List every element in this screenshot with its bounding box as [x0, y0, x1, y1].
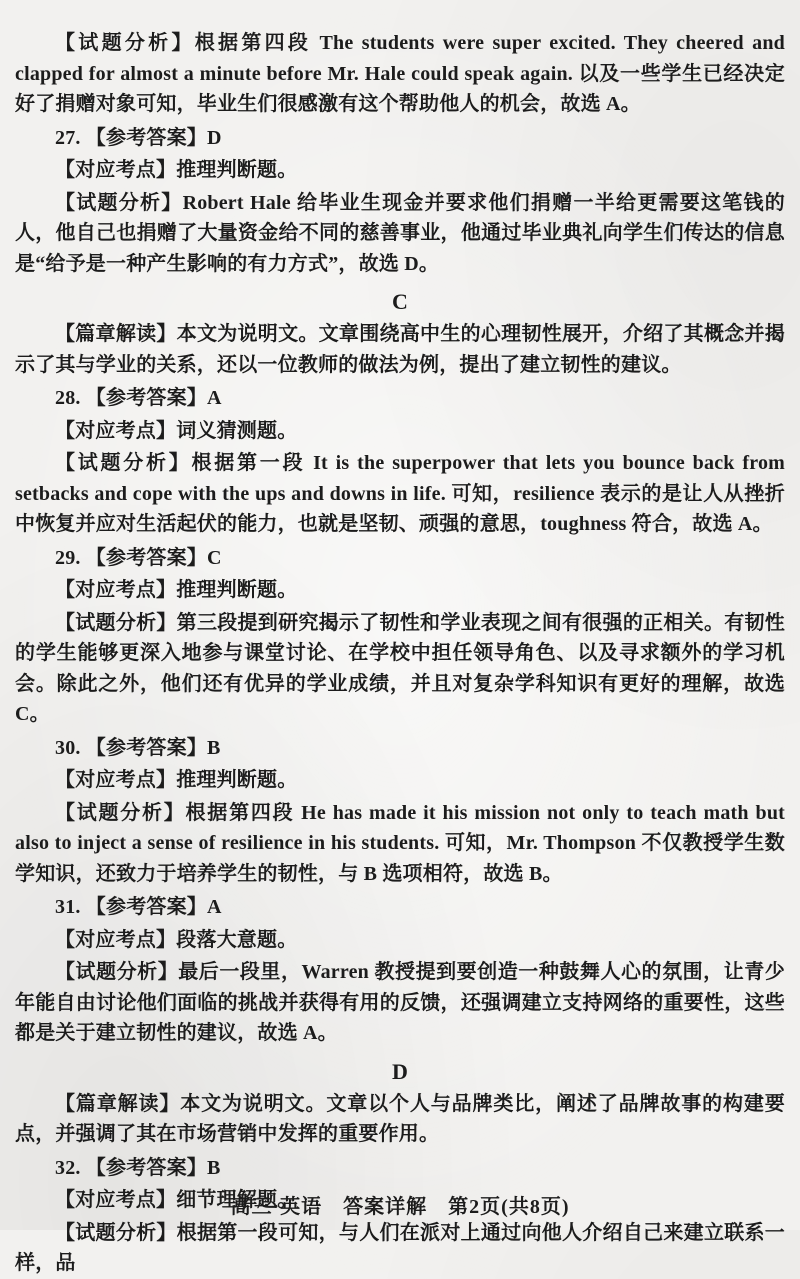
answer-line: 30. 【参考答案】B: [55, 736, 221, 759]
analysis-paragraph: 【试题分析】第三段提到研究揭示了韧性和学业表现之间有很强的正相关。有韧性的学生能够更深入地参与课堂讨论、在学校中担任领导角色、以及寻求额外的学习机会。除此之外，他们还有优异的学业成绩，并且对复杂学科知识有更好的理解，故选 C。: [15, 611, 785, 725]
analysis-paragraph: 【试题分析】Robert Hale 给毕业生现金并要求他们捐赠一半给更需要这笔钱的人，他自己也捐赠了大量资金给不同的慈善事业，他通过毕业典礼向学生们传达的信息是“给予是一种产生影响的有力方式”，故选 D。: [15, 191, 785, 275]
exam-point-line: 【对应考点】推理判断题。: [55, 159, 298, 181]
answer-line: 31. 【参考答案】A: [55, 896, 222, 918]
document-body: [15, 28, 785, 1279]
exam-point-line: 【对应考点】推理判断题。: [55, 579, 298, 601]
section-heading: D: [392, 1058, 408, 1084]
exam-point-line: 【对应考点】细节理解题。: [55, 1189, 298, 1211]
section-heading: C: [392, 289, 408, 314]
page-footer: 高三·英语 答案详解 第2页(共8页): [230, 1196, 570, 1218]
exam-point-line: 【对应考点】词义猜测题。: [55, 419, 298, 442]
answer-line: 29. 【参考答案】C: [55, 546, 222, 569]
analysis-paragraph: 【试题分析】根据第四段 He has made it his mission not only to teach math but also to inject a sense of resilience in his students. 可知，Mr. Thompson 不仅教授学生数学知识，还致力于培养学生的韧性，与 B 选项相符，故选 B。: [15, 801, 785, 885]
analysis-paragraph: 【试题分析】根据第四段 The students were super excited. They cheered and clapped for almost a minute before Mr. Hale could speak again. 以及一些学生已经决定好了捐赠对象可知，毕业生们很感激有这个帮助他人的机会，故选 A。: [15, 32, 785, 115]
answer-line: 27. 【参考答案】D: [55, 126, 222, 149]
answer-line: 28. 【参考答案】A: [55, 387, 222, 409]
exam-point-line: 【对应考点】推理判断题。: [55, 769, 298, 791]
exam-point-line: 【对应考点】段落大意题。: [55, 928, 298, 951]
analysis-paragraph: 【试题分析】最后一段里，Warren 教授提到要创造一种鼓舞人心的氛围，让青少年能自由讨论他们面临的挑战并获得有用的反馈，还强调建立支持网络的重要性，这些都是关于建立韧性的建议，故选 A。: [15, 961, 785, 1044]
analysis-paragraph: 【试题分析】根据第一段可知，与人们在派对上通过向他人介绍自己来建立联系一样，品: [15, 1221, 785, 1274]
passage-summary-paragraph: 【篇章解读】本文为说明文。文章围绕高中生的心理韧性展开，介绍了其概念并揭示了其与学业的关系，还以一位教师的做法为例，提出了建立韧性的建议。: [15, 323, 785, 376]
analysis-paragraph: 【试题分析】根据第一段 It is the superpower that lets you bounce back from setbacks and cope with the ups and downs in life. 可知，resilience 表示的是让人从挫折中恢复并应对生活起伏的能力，也就是坚韧、顽强的意思，toughness 符合，故选 A。: [15, 452, 785, 535]
answer-line: 32. 【参考答案】B: [55, 1156, 221, 1179]
passage-summary-paragraph: 【篇章解读】本文为说明文。文章以个人与品牌类比，阐述了品牌故事的构建要点，并强调了其在市场营销中发挥的重要作用。: [15, 1092, 785, 1145]
